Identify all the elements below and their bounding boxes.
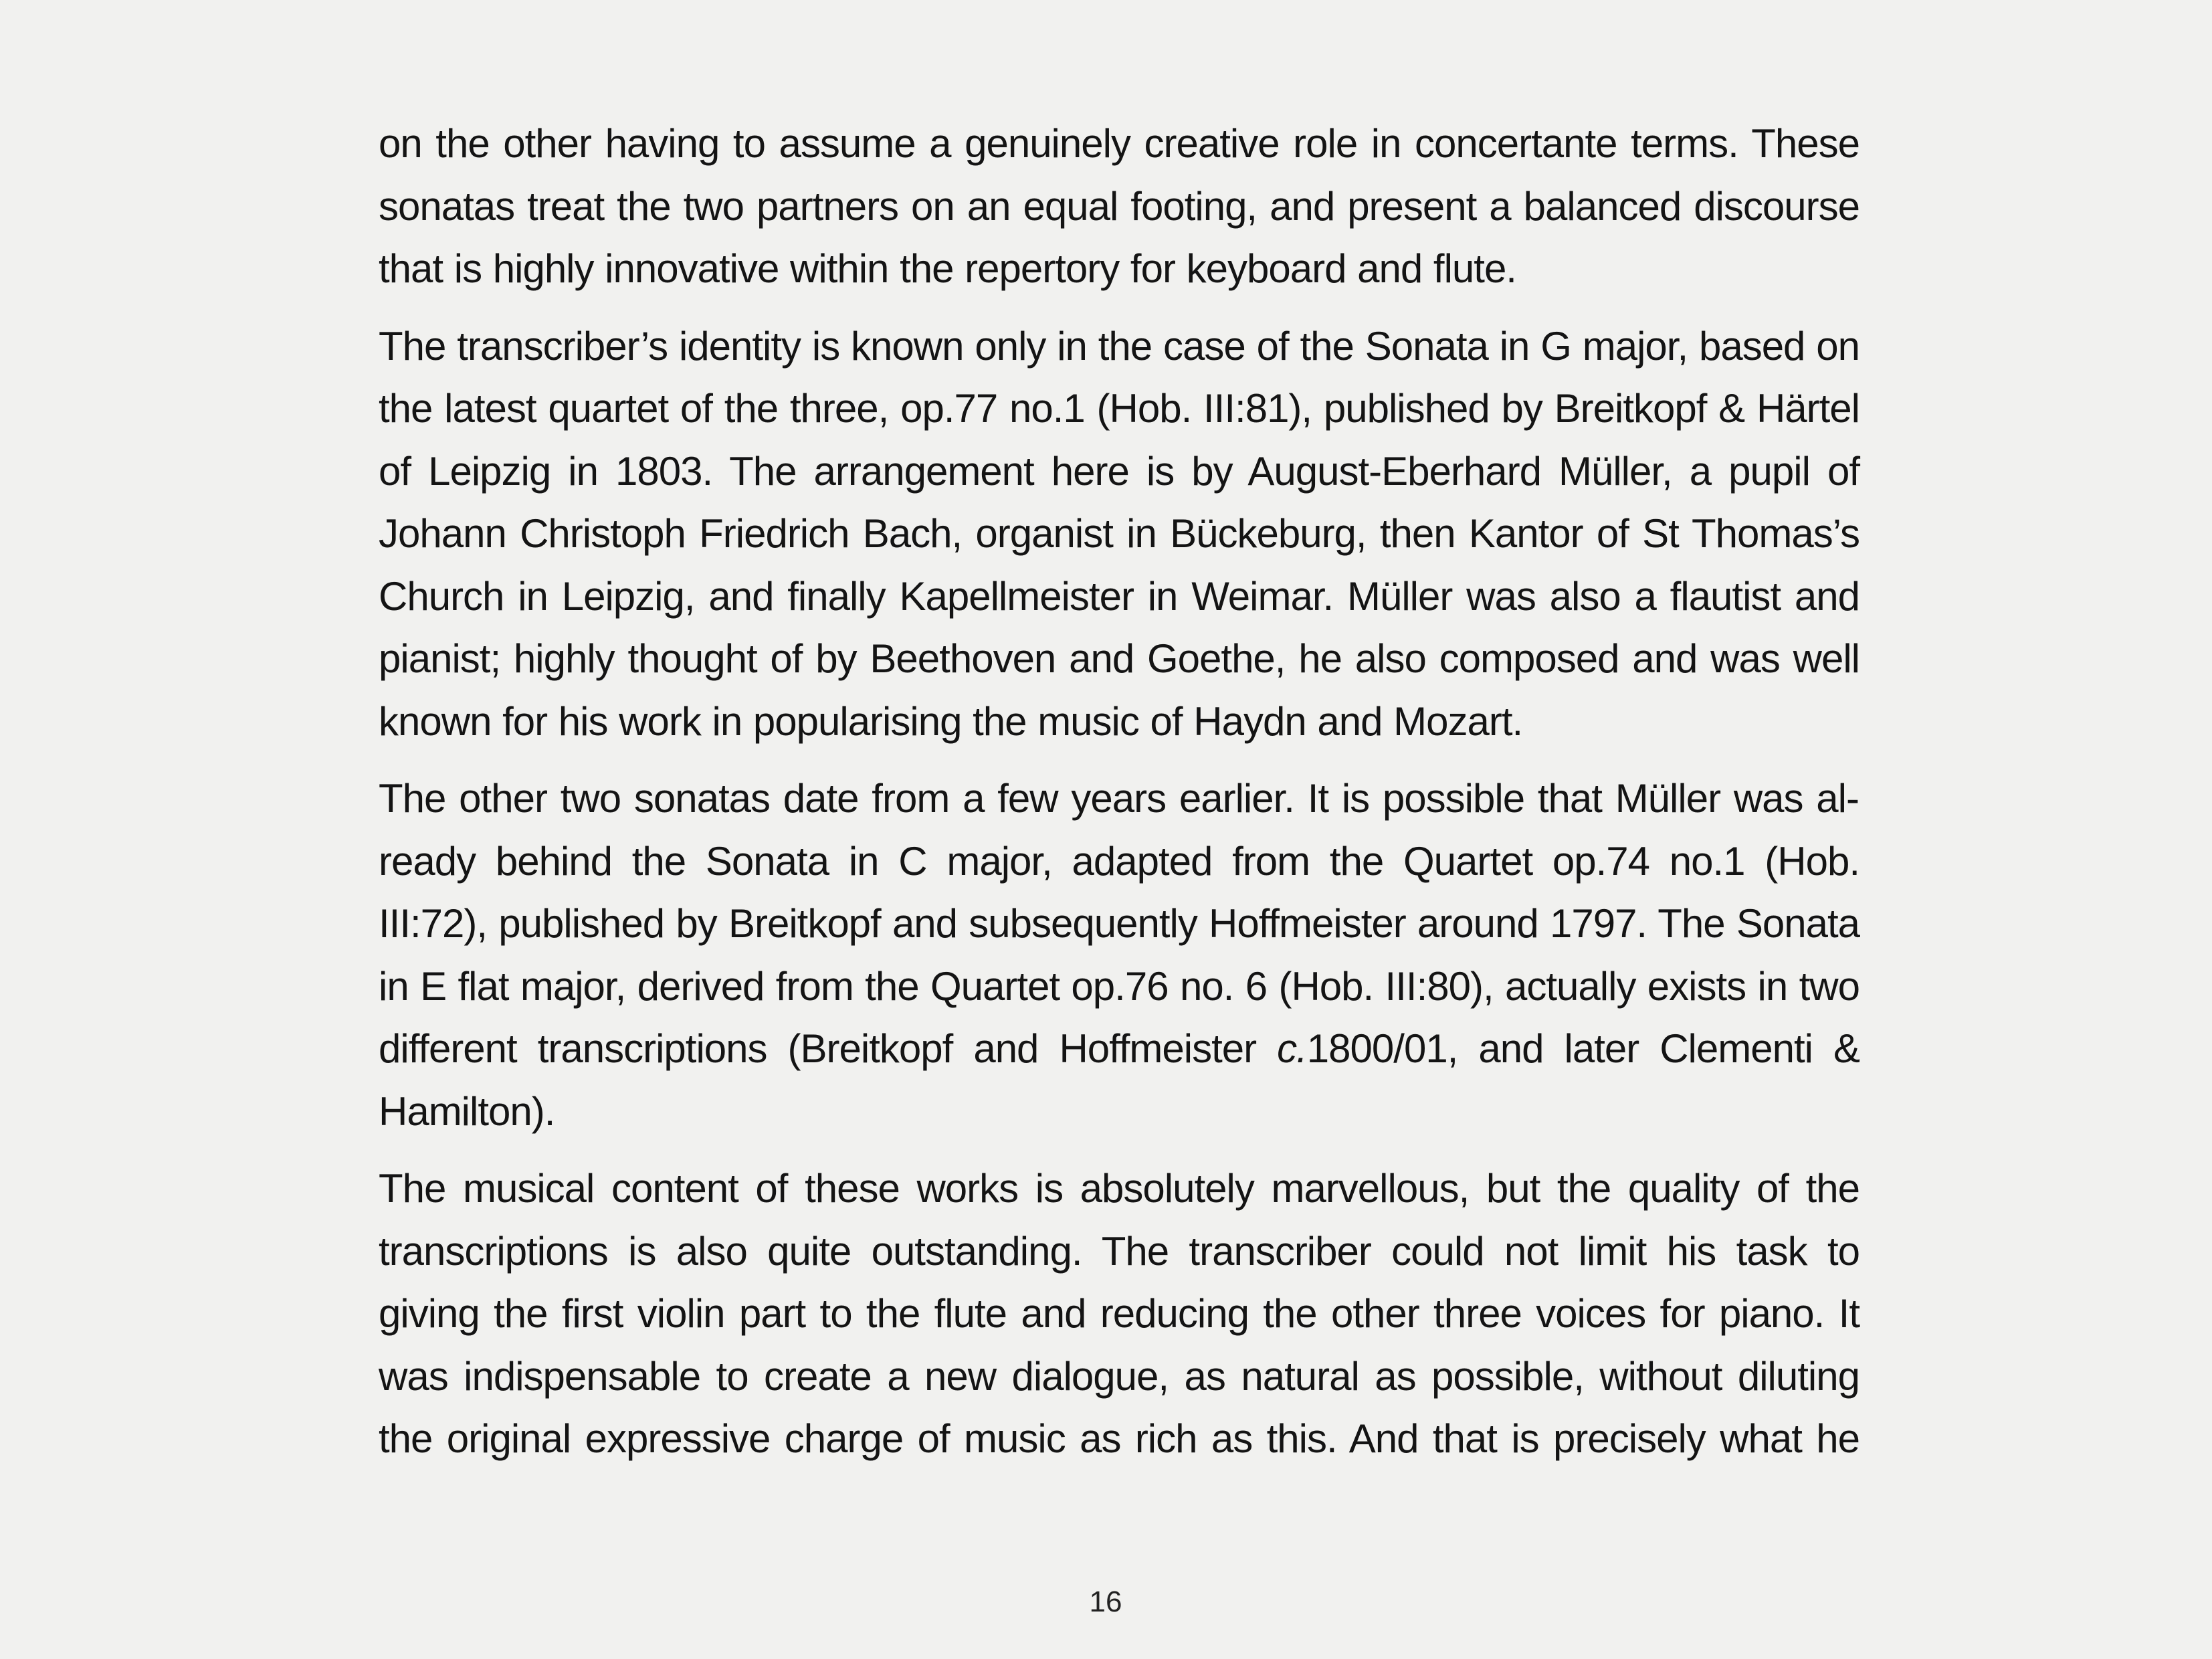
- body-text: [379, 112, 1859, 1485]
- paragraph-1: on the other having to assume a genuinely creative role in concertante terms. These sonatas treat the two partners on an equal footing, and present a balanced discourse that is highly innovative within the repertory for keyboard and flute.: [379, 121, 1859, 291]
- paragraph-2: The transcriber’s identity is known only in the case of the Sonata in G major, based on the latest quartet of the three, op.77 no.1 (Hob. III:81), published by Breitkopf & Härtel of Leipzig in 1803. The arrangement here is by August-Eberhard Müller, a pupil of Johann Christoph Friedrich Bach, organist in Bückeburg, then Kantor of St Thomas’s Church in Leipzig, and finally Kapellmeister in Weimar. Müller was also a flautist and pianist; highly thought of by Beethoven and Goethe, he also composed and was well known for his work in popularising the music of Haydn and Mozart.: [379, 323, 1859, 744]
- paragraph-3-text-a: The other two sonatas date from a few years earlier. It is possible that Müller was already behind the Sonata in C major, adapted from the Quartet op.74 no.1 (Hob. III:72), published by Breitkopf and subsequently Hoffmeister around 1797. The Sonata in E flat major, derived from the Quartet op.76 no. 6 (Hob. III:80), actually exists in two different transcriptions (Breitkopf and Hoffmeister: [379, 776, 1859, 1071]
- paragraph-3-text-b: 1800/01, and later Clementi & Hamilton).: [379, 1026, 1860, 1134]
- circa-abbreviation: c.: [1277, 1026, 1307, 1071]
- paragraph-4: The musical content of these works is absolutely marvellous, but the quality of the transcriptions is also quite outstanding. The transcriber could not limit his task to giving the first violin part to the flute and reducing the other three voices for piano. It was indispensable to create a new dialogue, as natural as possible, without diluting the original expressive charge of music as rich as this. And that is precisely what he: [379, 1166, 1859, 1461]
- page-number: 16: [1089, 1585, 1122, 1618]
- paragraph-3: [379, 767, 1859, 1143]
